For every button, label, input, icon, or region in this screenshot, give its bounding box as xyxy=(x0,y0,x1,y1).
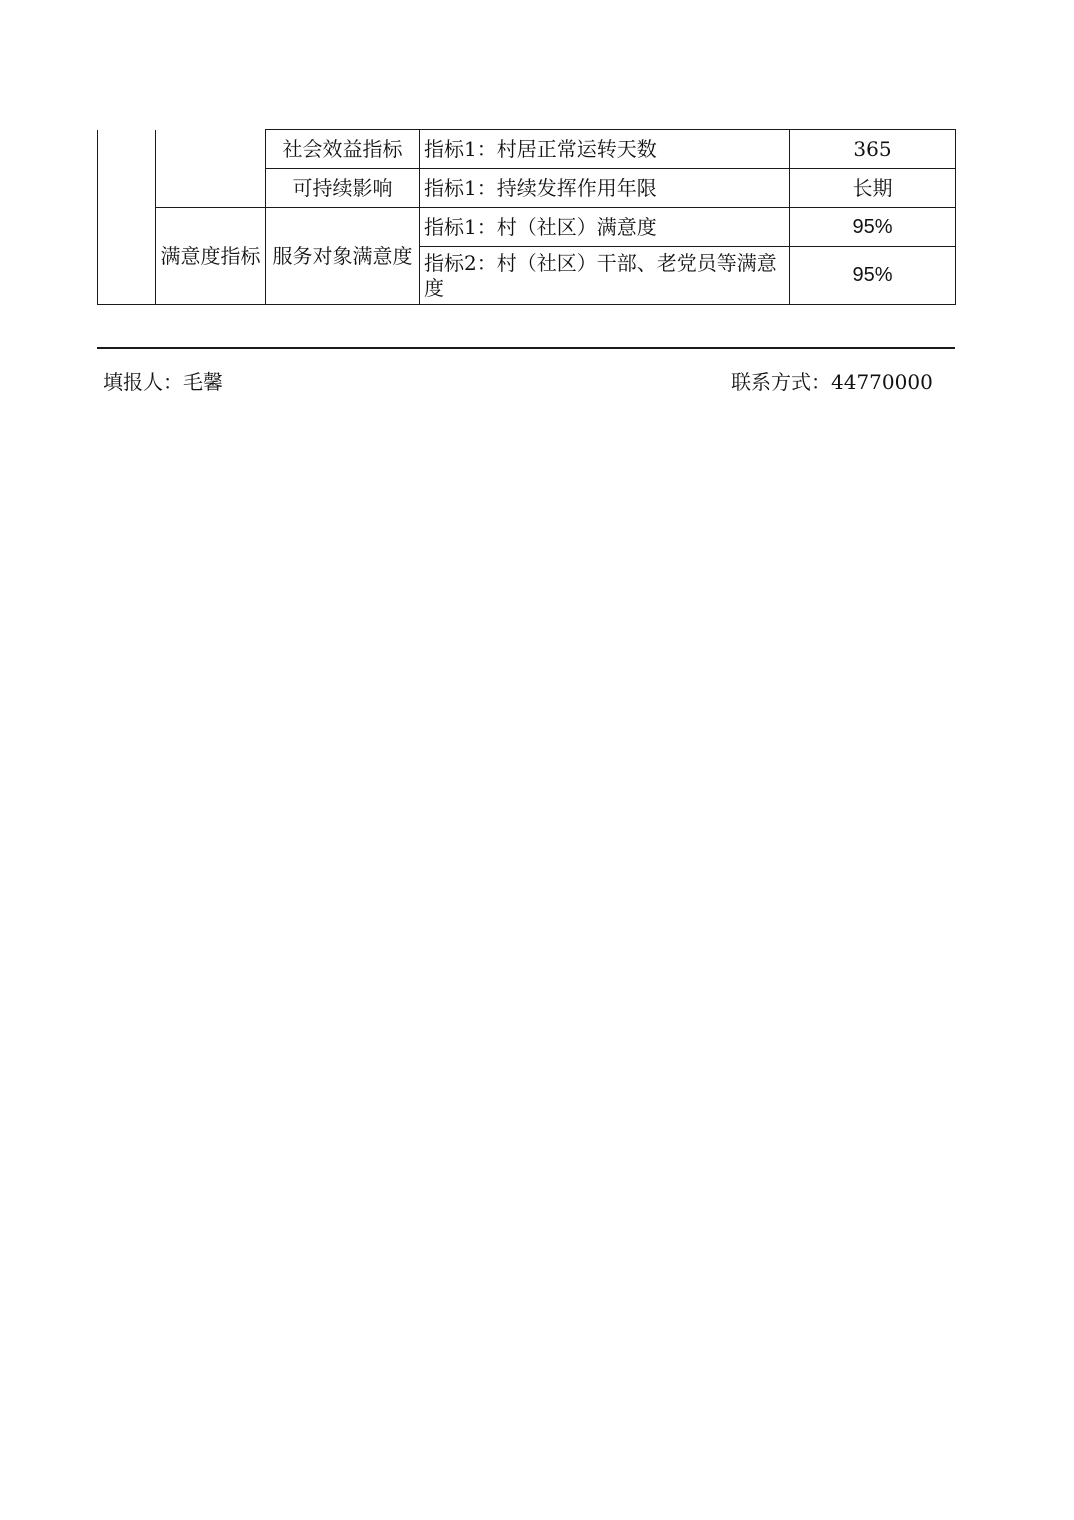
level2-cell xyxy=(156,130,266,208)
value-cell: 95% xyxy=(790,247,956,305)
value-cell: 95% xyxy=(790,208,956,247)
level3-cell: 可持续影响 xyxy=(266,169,420,208)
table-row xyxy=(98,130,956,169)
indicator-cell: 指标2：村（社区）干部、老党员等满意度 xyxy=(420,247,790,305)
contact-label: 联系方式：44770000 xyxy=(731,370,933,394)
footer-divider xyxy=(97,347,955,349)
filler-label: 填报人：毛馨 xyxy=(103,370,223,394)
level2-cell: 满意度指标 xyxy=(156,208,266,305)
indicator-grid xyxy=(97,129,956,305)
indicator-cell: 指标1：村居正常运转天数 xyxy=(420,130,790,169)
value-cell: 长期 xyxy=(790,169,956,208)
indicator-cell: 指标1：持续发挥作用年限 xyxy=(420,169,790,208)
level3-cell: 社会效益指标 xyxy=(266,130,420,169)
level1-cell xyxy=(98,130,156,305)
table-row xyxy=(98,208,956,247)
performance-indicator-table xyxy=(97,129,955,310)
value-cell: 365 xyxy=(790,130,956,169)
indicator-cell: 指标1：村（社区）满意度 xyxy=(420,208,790,247)
level3-cell: 服务对象满意度 xyxy=(266,208,420,305)
